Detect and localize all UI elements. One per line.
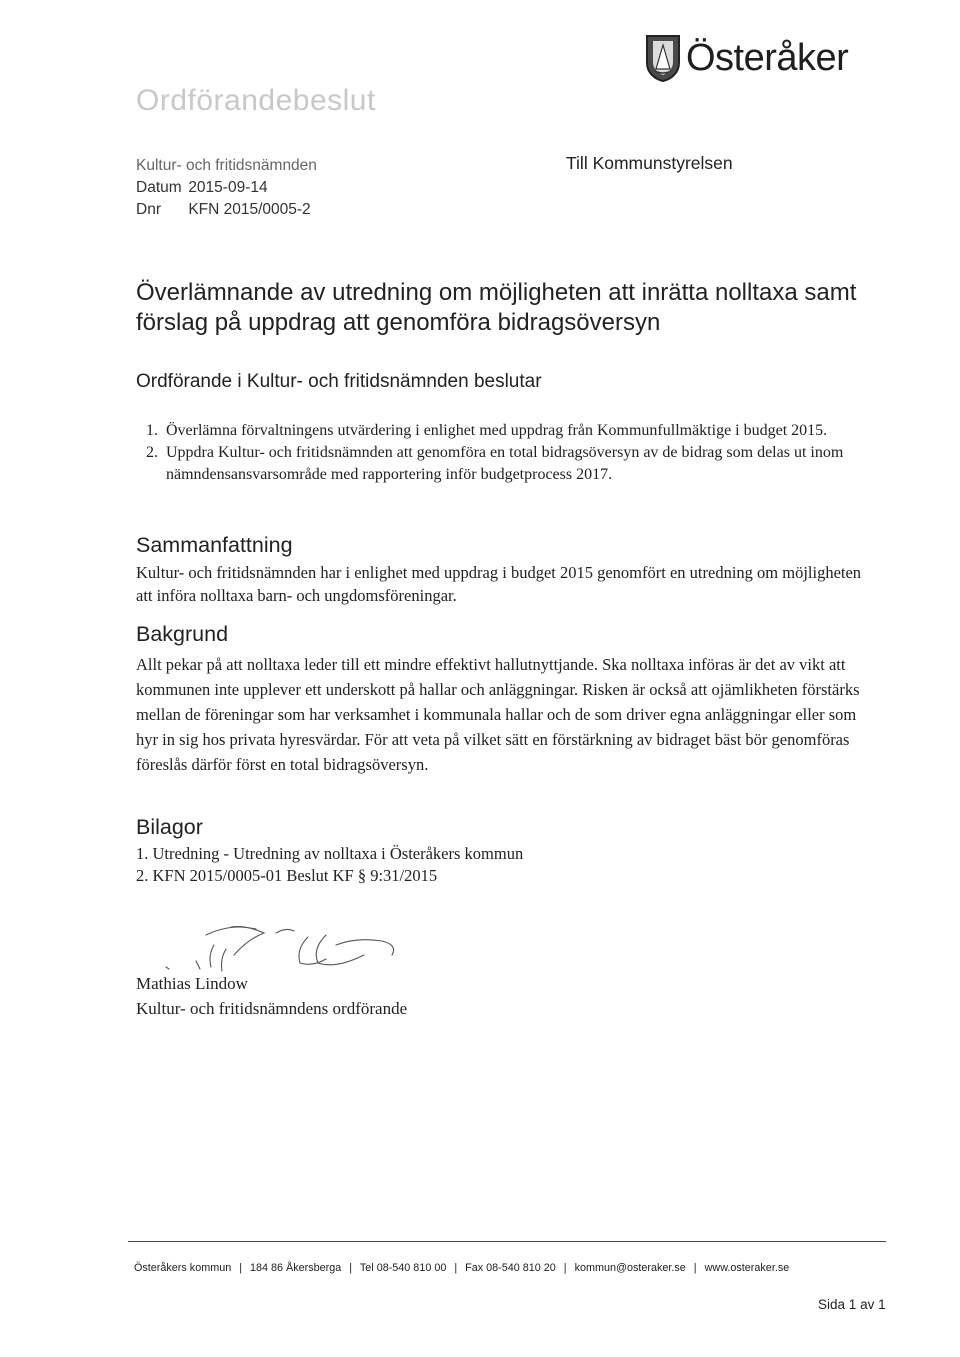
attachment-item: 2. KFN 2015/0005-01 Beslut KF § 9:31/2015 bbox=[136, 866, 438, 885]
footer-contact bbox=[134, 1262, 789, 1274]
committee-name: Kultur- och fritidsnämnden bbox=[136, 157, 317, 174]
page-current: 1 bbox=[848, 1297, 857, 1312]
decision-item-number: 1. bbox=[146, 422, 158, 439]
footer-divider bbox=[128, 1241, 886, 1242]
footer-phone: Tel 08-540 810 00 bbox=[359, 1262, 447, 1274]
page-label: Sida bbox=[818, 1297, 846, 1312]
attachments-list bbox=[136, 843, 523, 887]
summary-text: Kultur- och fritidsnämnden har i enlighet med uppdrag i budget 2015 genomfört en utredning om möjligheten att införa nolltaxa barn- och ungdomsföreningar. bbox=[136, 563, 862, 605]
document-meta bbox=[136, 155, 317, 221]
page-total: 1 bbox=[878, 1297, 886, 1312]
decision-list bbox=[136, 420, 876, 486]
page-of: av bbox=[860, 1297, 875, 1312]
footer-separator: | bbox=[239, 1262, 243, 1274]
signer-role: Kultur- och fritidsnämndens ordförande bbox=[136, 999, 408, 1018]
signer-name: Mathias Lindow bbox=[136, 974, 248, 993]
document-type: Ordförandebeslut bbox=[136, 84, 376, 117]
decision-item bbox=[136, 442, 876, 486]
page-title bbox=[136, 278, 896, 338]
decision-item-number: 2. bbox=[146, 444, 158, 461]
handwritten-signature bbox=[136, 915, 416, 973]
date-value: 2015-09-14 bbox=[188, 179, 268, 196]
footer-separator: | bbox=[349, 1262, 353, 1274]
reference-value: KFN 2015/0005-2 bbox=[188, 201, 311, 218]
title-line-1: Överlämnande av utredning om möjligheten att inrätta nolltaxa samt bbox=[136, 279, 857, 306]
footer-fax: Fax 08-540 810 20 bbox=[465, 1262, 556, 1274]
footer-website[interactable]: www.osteraker.se bbox=[704, 1262, 790, 1274]
summary-heading: Sammanfattning bbox=[136, 533, 293, 557]
footer-separator: | bbox=[693, 1262, 697, 1274]
reference-row bbox=[136, 199, 317, 221]
footer-email[interactable]: kommun@osteraker.se bbox=[574, 1262, 686, 1274]
footer-separator: | bbox=[563, 1262, 567, 1274]
municipal-shield-icon bbox=[644, 33, 682, 83]
background-text: Allt pekar på att nolltaxa leder till ett mindre effektivt hallutnyttjande. Ska nolltaxa införas är det av vikt att kommunen inte upplever ett underskott på hallar och anläggningar. Risken är också att ojämlikheten förstärks mellan de föreningar som har verksamhet i kommunala hallar och de som driver egna anläggningar eller som hyr in sig hos privata hyresvärdar. För att veta på vilket sätt en förstärkning av bidraget bäst bör genomföras föreslås därför först en total bidragsöversyn. bbox=[136, 655, 860, 774]
reference-label: Dnr bbox=[136, 201, 161, 218]
decision-item-text: Uppdra Kultur- och fritidsnämnden att genomföra en total bidragsöversyn av de bidrag som delas ut inom nämndensansvarsområde med rapportering inför budgetprocess 2017. bbox=[166, 444, 844, 483]
decision-heading: Ordförande i Kultur- och fritidsnämnden beslutar bbox=[136, 371, 542, 392]
background-heading: Bakgrund bbox=[136, 622, 229, 646]
footer-org: Österåkers kommun bbox=[134, 1262, 232, 1274]
decision-item bbox=[136, 420, 876, 442]
attachments-heading: Bilagor bbox=[136, 815, 203, 839]
logo-name: Österåker bbox=[686, 36, 849, 79]
date-row bbox=[136, 177, 317, 199]
decision-item-text: Överlämna förvaltningens utvärdering i enlighet med uppdrag från Kommunfullmäktige i budget 2015. bbox=[166, 422, 828, 439]
date-label: Datum bbox=[136, 179, 182, 196]
title-line-2: förslag på uppdrag att genomföra bidragsöversyn bbox=[136, 309, 661, 336]
attachment-item: 1. Utredning - Utredning av nolltaxa i Österåkers kommun bbox=[136, 844, 524, 863]
footer-address: 184 86 Åkersberga bbox=[250, 1262, 342, 1274]
recipient: Till Kommunstyrelsen bbox=[566, 153, 733, 173]
page-number bbox=[818, 1297, 886, 1312]
footer-separator: | bbox=[454, 1262, 458, 1274]
osteraker-logo bbox=[644, 30, 848, 86]
